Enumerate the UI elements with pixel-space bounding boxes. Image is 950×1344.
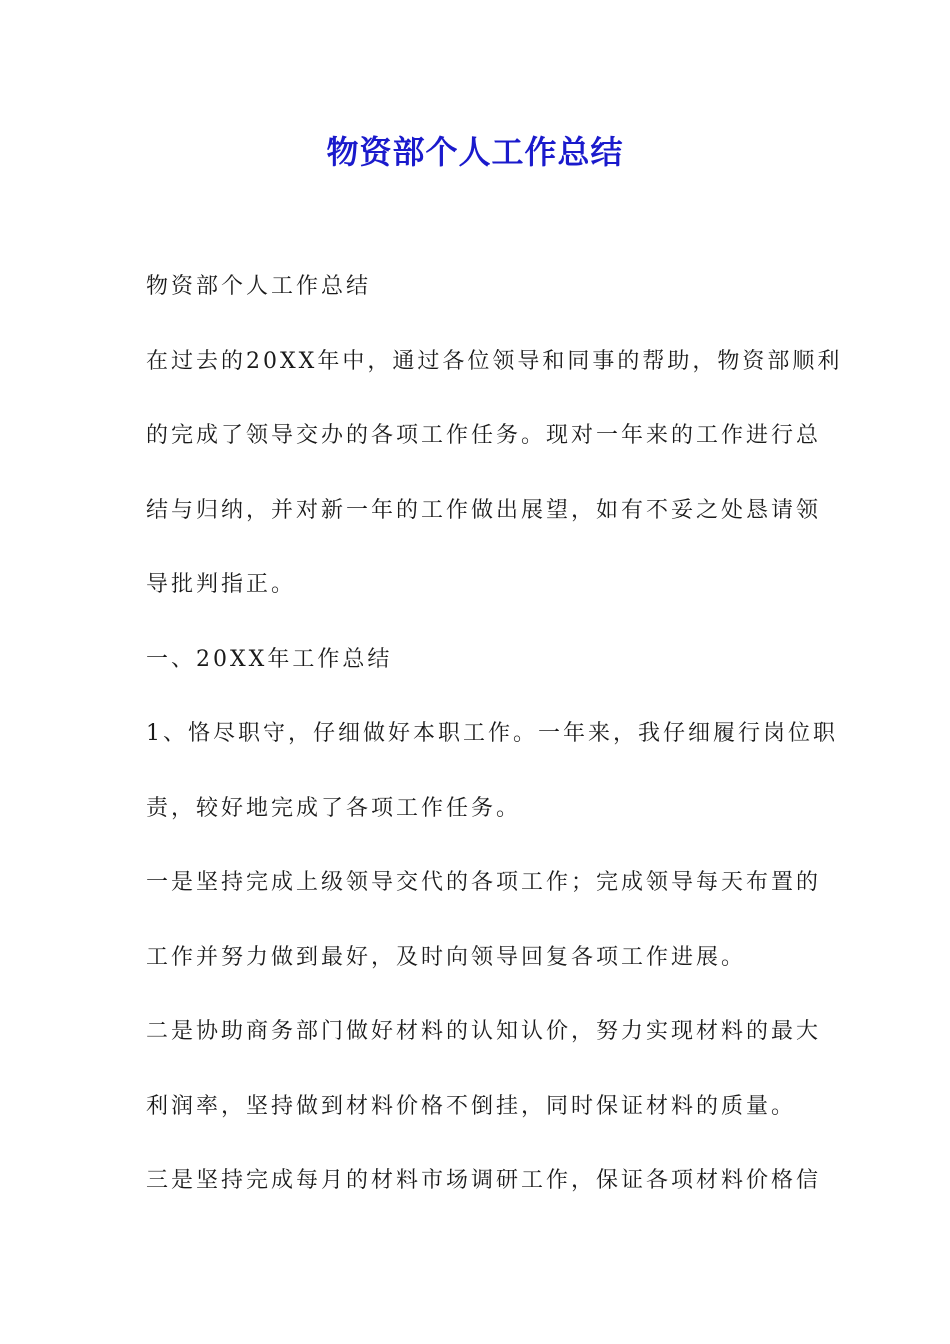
body-line-subtitle: 物资部个人工作总结 xyxy=(146,274,372,299)
body-line: 一是坚持完成上级领导交代的各项工作；完成领导每天布置的 xyxy=(146,870,822,895)
body-line: 三是坚持完成每月的材料市场调研工作，保证各项材料价格信 xyxy=(146,1168,822,1193)
body-line: 在过去的20XX年中，通过各位领导和同事的帮助，物资部顺利 xyxy=(146,348,843,374)
body-line: 的完成了领导交办的各项工作任务。现对一年来的工作进行总 xyxy=(146,423,822,448)
section-heading: 一、20XX年工作总结 xyxy=(146,646,393,672)
body-line: 责，较好地完成了各项工作任务。 xyxy=(146,795,522,821)
body-line: 工作并努力做到最好，及时向领导回复各项工作进展。 xyxy=(146,944,747,970)
body-line: 利润率，坚持做到材料价格不倒挂，同时保证材料的质量。 xyxy=(146,1093,797,1119)
document-body xyxy=(146,250,843,1219)
document-title: 物资部个人工作总结 xyxy=(326,133,624,171)
body-line: 结与归纳，并对新一年的工作做出展望，如有不妥之处恳请领 xyxy=(146,497,822,523)
body-line: 1、恪尽职守，仔细做好本职工作。一年来，我仔细履行岗位职 xyxy=(146,721,838,746)
body-line: 导批判指正。 xyxy=(146,572,297,597)
body-line: 二是协助商务部门做好材料的认知认价，努力实现材料的最大 xyxy=(146,1019,822,1044)
